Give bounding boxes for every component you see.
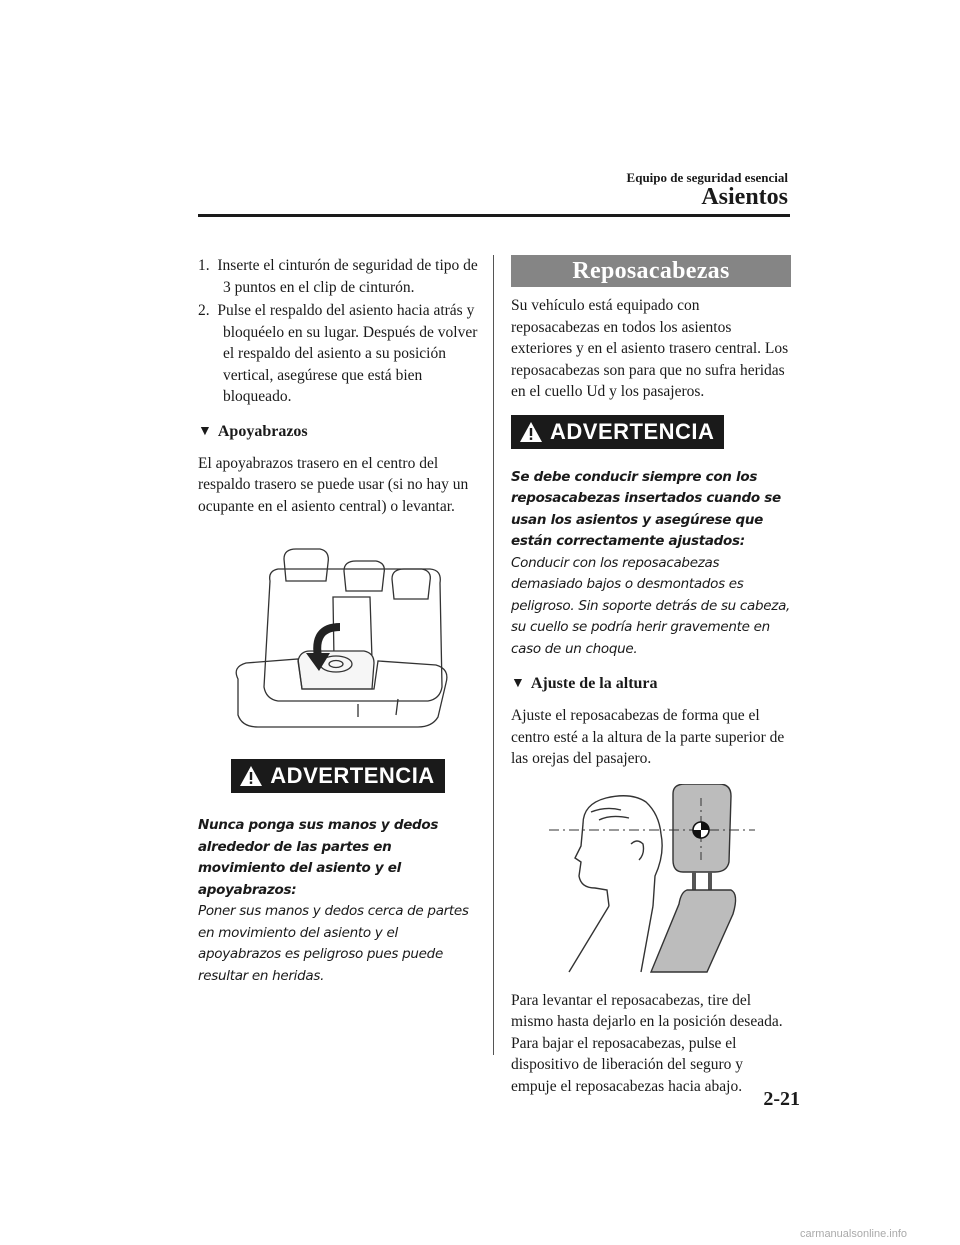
warning-triangle-icon [239, 765, 263, 787]
column-divider [493, 255, 494, 1055]
warning-label: ADVERTENCIA [270, 763, 435, 788]
rear-seat-armrest-illustration [198, 539, 478, 729]
lower-headrest-text: Para bajar el reposacabezas, pulse el dispositivo de liberación del seguro y empuje el reposacabezas hacia abajo. [511, 1034, 744, 1095]
warning-body-text: Poner sus manos y dedos cerca de partes en movimiento del asiento y el apoyabrazos es peligroso pues puede resultar en heridas. [198, 903, 469, 984]
warning-body-text: Conducir con los reposacabezas demasiado bajos o desmontados es peligroso. Sin soporte detrás de su cabeza, su cuello se podría herir gravemente en caso de un choque. [511, 554, 791, 657]
raise-headrest-text: Para levantar el reposacabezas, tire del mismo hasta dejarlo en la posición deseada. [511, 991, 783, 1030]
triangle-bullet-icon: ▼ [198, 423, 212, 439]
warning-box [511, 415, 724, 449]
warning-box [231, 759, 444, 793]
headrest-section-banner: Reposacabezas [511, 255, 791, 287]
page-number: 2-21 [763, 1088, 800, 1110]
step-2: 2. Pulse el respaldo del asiento hacia atrás y bloquéelo en su lugar. Después de volver el respaldo del asiento a su posición vertical, asegúrese que está bien bloqueado. [198, 302, 478, 405]
right-column [511, 255, 791, 1105]
armrest-heading-text: Apoyabrazos [217, 422, 308, 440]
header-rule [198, 214, 790, 217]
warning-bold-text: Se debe conducir siempre con los reposacabezas insertados cuando se usan los asientos y asegúrese que están correctamente ajustados: [511, 468, 781, 549]
headrest-height-illustration [511, 784, 791, 974]
headrest-intro-text: Su vehículo está equipado con reposacabezas en todos los asientos exteriores y en el asiento trasero central. Los reposacabezas son para que no sufra heridas en el cuello Ud y los pasajeros. [511, 297, 789, 400]
warning-label: ADVERTENCIA [550, 418, 715, 444]
height-adjust-heading [511, 675, 791, 693]
section-title: Asientos [701, 184, 788, 210]
warning-triangle-icon [519, 421, 543, 443]
armrest-heading [198, 423, 478, 441]
armrest-text: El apoyabrazos trasero en el centro del respaldo trasero se puede usar (si no hay un ocupante en el asiento central) o levantar. [198, 454, 469, 515]
height-adjust-heading-text: Ajuste de la altura [530, 675, 658, 692]
step-1: 1. Inserte el cinturón de seguridad de tipo de 3 puntos en el clip de cinturón. [198, 257, 478, 296]
chapter-title: Equipo de seguridad esencial [626, 170, 788, 185]
triangle-bullet-icon: ▼ [511, 676, 525, 691]
left-column [198, 255, 478, 987]
warning-bold-text: Nunca ponga sus manos y dedos alrededor de las partes en movimiento del asiento y el apoyabrazos: [198, 817, 439, 898]
height-adjust-text: Ajuste el reposacabezas de forma que el centro esté a la altura de la parte superior de las orejas del pasajero. [511, 707, 785, 767]
footer-watermark: carmanualsonline.info [800, 1228, 908, 1240]
